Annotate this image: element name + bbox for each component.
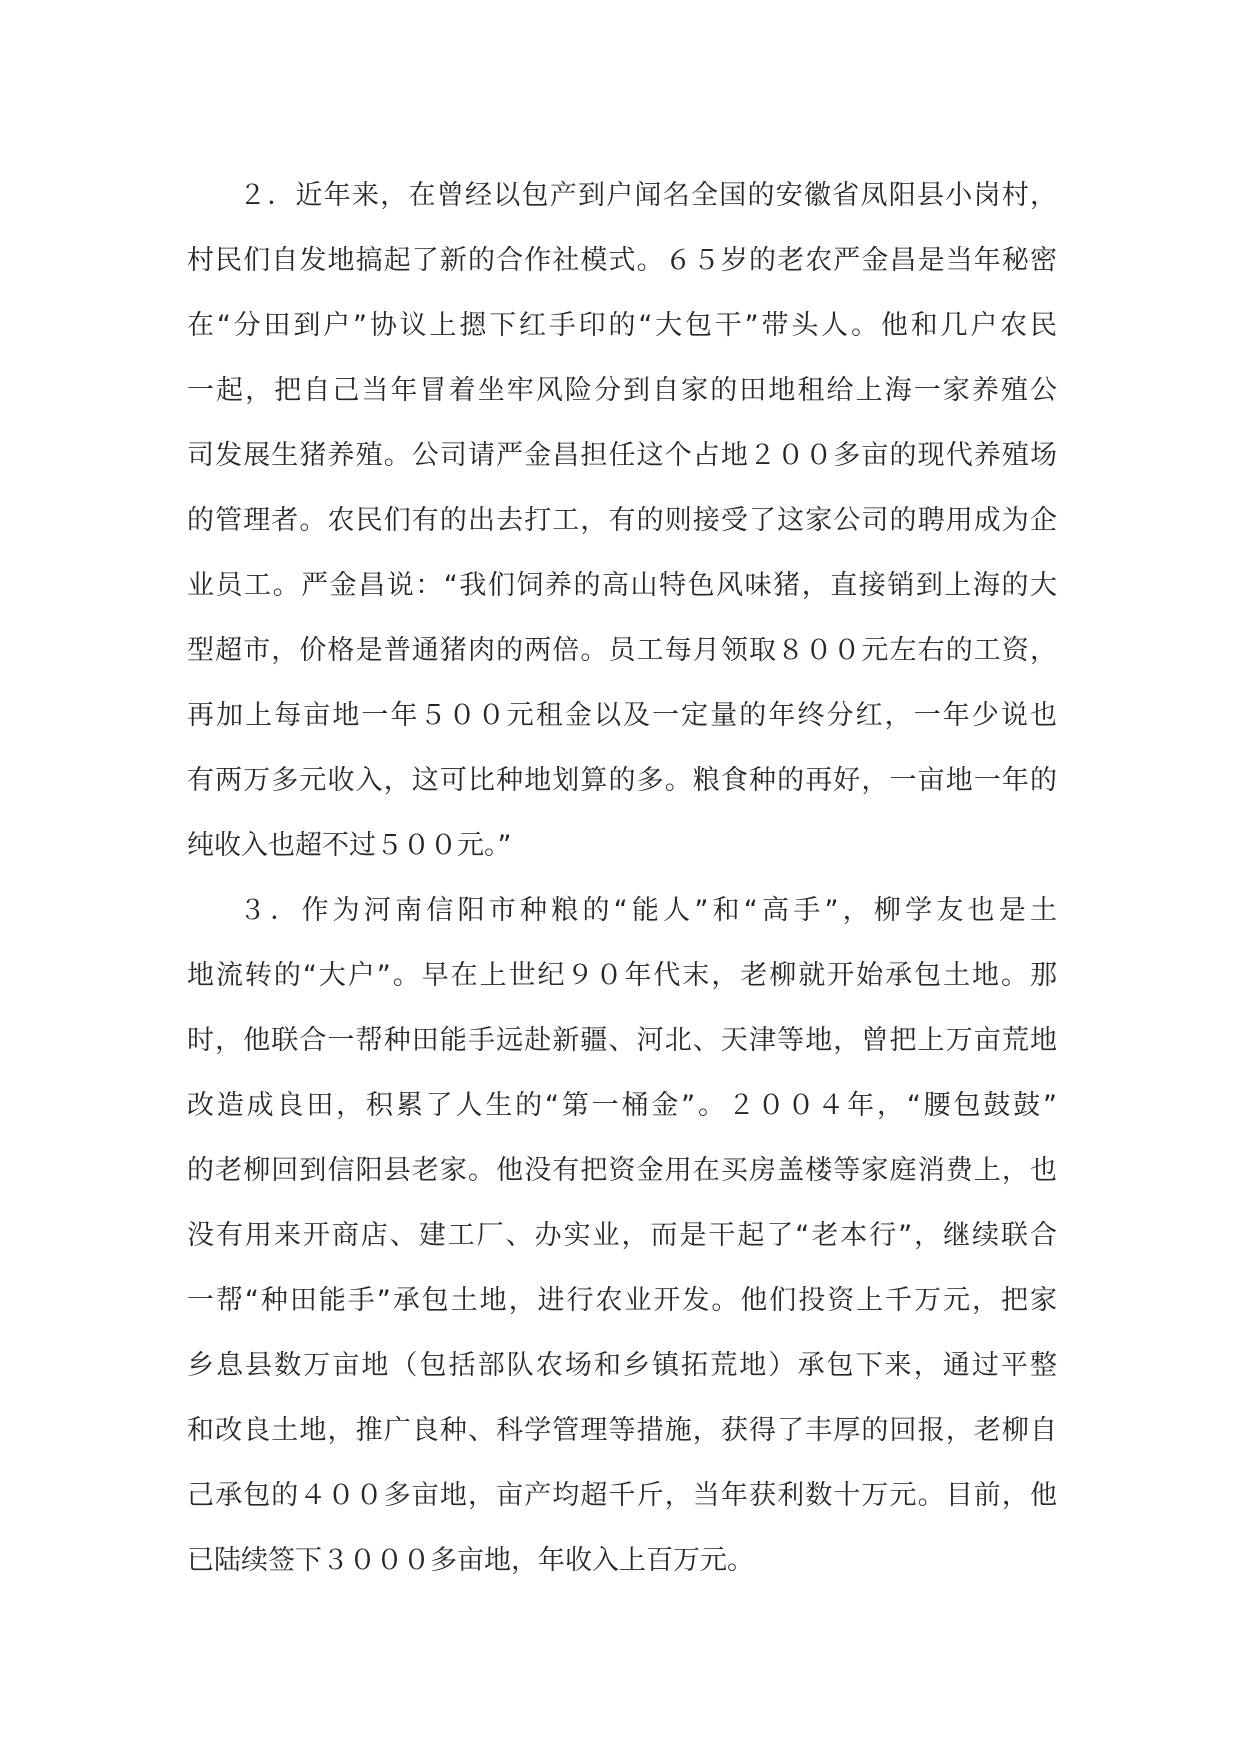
text-line: 没有用来开商店、建工厂、办实业，而是干起了“老本行”，继续联合: [187, 1220, 1057, 1251]
text-line: 改造成良田，积累了人生的“第一桶金”。２００４年，“腰包鼓鼓”: [187, 1090, 1057, 1121]
text-line: 在“分田到户”协议上摁下红手印的“大包干”带头人。他和几户农民: [187, 310, 1057, 341]
text-line: 己承包的４００多亩地，亩产均超千斤，当年获利数十万元。目前，他: [187, 1480, 1057, 1511]
paragraph-3: [187, 878, 1057, 1593]
text-line: ２．近年来，在曾经以包产到户闻名全国的安徽省凤阳县小岗村，: [239, 180, 1057, 211]
text-line: 型超市，价格是普通猪肉的两倍。员工每月领取８００元左右的工资，: [187, 635, 1057, 666]
text-line: 司发展生猪养殖。公司请严金昌担任这个占地２００多亩的现代养殖场: [187, 440, 1057, 471]
document-page: [187, 163, 1057, 1593]
text-line: 有两万多元收入，这可比种地划算的多。粮食种的再好，一亩地一年的: [187, 765, 1057, 796]
text-line: 一起，把自己当年冒着坐牢风险分到自家的田地租给上海一家养殖公: [187, 375, 1057, 406]
text-line: 乡息县数万亩地（包括部队农场和乡镇拓荒地）承包下来，通过平整: [187, 1350, 1057, 1381]
paragraph-2: [187, 163, 1057, 878]
text-line: 村民们自发地搞起了新的合作社模式。６５岁的老农严金昌是当年秘密: [187, 245, 1057, 276]
text-line: 的老柳回到信阳县老家。他没有把资金用在买房盖楼等家庭消费上，也: [187, 1155, 1057, 1186]
text-line: 时，他联合一帮种田能手远赴新疆、河北、天津等地，曾把上万亩荒地: [187, 1025, 1057, 1056]
text-line: 纯收入也超不过５００元。”: [187, 830, 512, 861]
text-line: 的管理者。农民们有的出去打工，有的则接受了这家公司的聘用成为企: [187, 505, 1057, 536]
text-line: 再加上每亩地一年５００元租金以及一定量的年终分红，一年少说也: [187, 700, 1057, 731]
text-line: ３．作为河南信阳市种粮的“能人”和“高手”，柳学友也是土: [239, 895, 1057, 926]
text-line: 和改良土地，推广良种、科学管理等措施，获得了丰厚的回报，老柳自: [187, 1415, 1057, 1446]
text-line: 业员工。严金昌说：“我们饲养的高山特色风味猪，直接销到上海的大: [187, 570, 1057, 601]
text-line: 地流转的“大户”。早在上世纪９０年代末，老柳就开始承包土地。那: [187, 960, 1057, 991]
text-line: 一帮“种田能手”承包土地，进行农业开发。他们投资上千万元，把家: [187, 1285, 1057, 1316]
text-line: 已陆续签下３０００多亩地，年收入上百万元。: [187, 1545, 754, 1576]
